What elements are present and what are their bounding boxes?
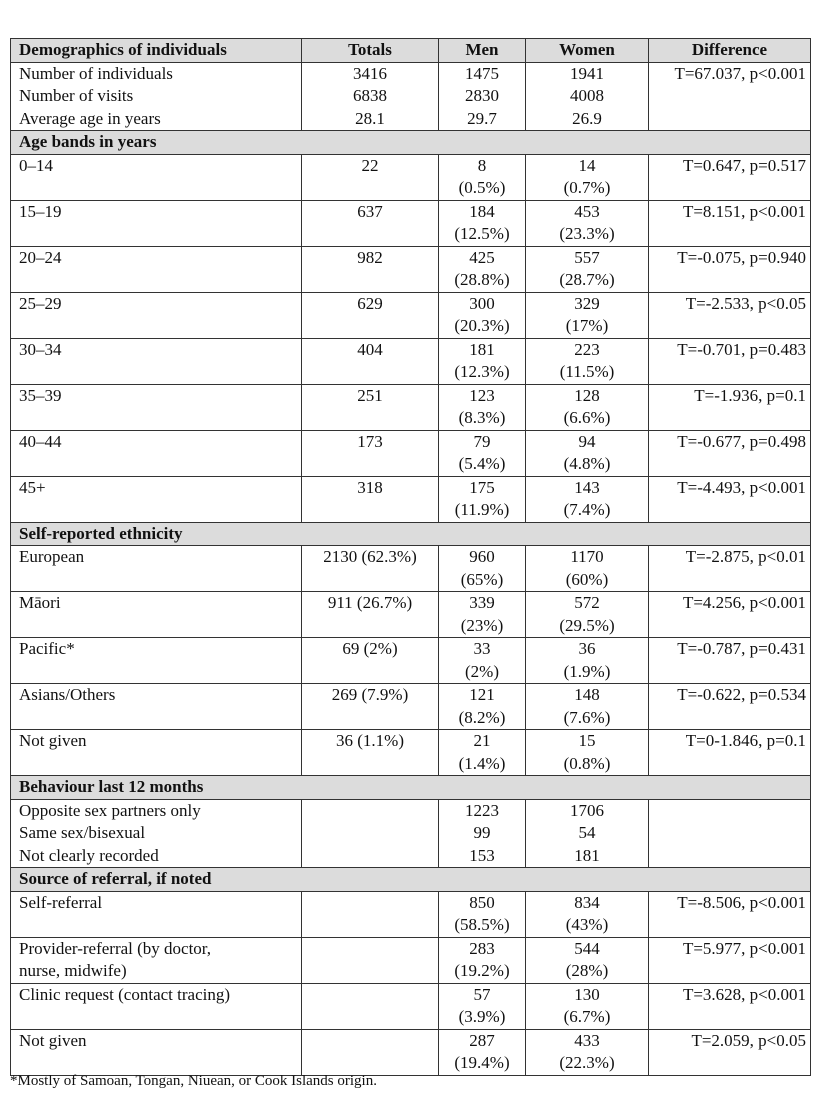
row-women-text-2: (29.5%) <box>559 615 615 635</box>
table-row <box>11 638 811 684</box>
row-difference <box>649 154 811 200</box>
row-difference <box>649 1029 811 1075</box>
row-women <box>526 384 649 430</box>
row-men <box>439 730 526 776</box>
row-men-text-2: (1.4%) <box>458 753 506 773</box>
row-total <box>302 154 439 200</box>
row-women <box>526 154 649 200</box>
row-difference <box>649 430 811 476</box>
row-difference <box>649 983 811 1029</box>
row-difference <box>649 338 811 384</box>
row-difference <box>649 476 811 522</box>
row-women-text-1: 130 <box>574 984 600 1004</box>
row-men <box>439 476 526 522</box>
row-men-text-1: 121 <box>469 685 495 704</box>
row-total <box>302 592 439 638</box>
row-women-text-2: (4.8%) <box>563 454 611 473</box>
row-women-text-1: 544 <box>574 938 600 958</box>
table-row <box>11 476 811 522</box>
table-row <box>11 983 811 1029</box>
row-total <box>302 937 439 983</box>
section-row-behaviour <box>11 776 811 800</box>
row-difference <box>649 845 811 868</box>
row-men <box>439 85 526 108</box>
row-women <box>526 108 649 131</box>
row-men-text-2: (12.3%) <box>454 362 510 381</box>
row-men-text-1: 79 <box>473 431 491 451</box>
row-total <box>302 822 439 845</box>
row-women-text-1: 1170 <box>570 547 604 566</box>
row-total <box>302 1029 439 1075</box>
row-total-text-1: 637 <box>357 201 383 221</box>
row-difference-text-1: T=-0.622, p=0.534 <box>677 685 806 704</box>
table-row <box>11 937 811 983</box>
row-women <box>526 338 649 384</box>
row-total <box>302 246 439 292</box>
row-label <box>11 546 302 592</box>
row-men-text-2: (8.3%) <box>458 408 506 427</box>
section-title-age: Age bands in years <box>11 131 811 155</box>
row-total <box>302 638 439 684</box>
row-label-text-1: Provider-referral (by doctor, <box>19 938 212 958</box>
row-men-text-1: 960 <box>469 547 495 566</box>
row-men-text-2: (0.5%) <box>458 178 506 197</box>
row-men-text-1: 29.7 <box>467 108 497 128</box>
row-men-text-2: (3.9%) <box>458 1007 506 1026</box>
table-row <box>11 85 811 108</box>
row-total-text-1: 2130 (62.3%) <box>323 547 417 566</box>
row-women-text-1: 94 <box>578 431 596 451</box>
row-women-text-2: (6.7%) <box>563 1007 611 1026</box>
row-men-text-1: 339 <box>469 593 495 612</box>
row-label-text-1: Asians/Others <box>19 685 116 704</box>
ethnicity-group <box>11 546 811 776</box>
row-label <box>11 983 302 1029</box>
row-total <box>302 983 439 1029</box>
row-women-text-1: 54 <box>578 823 596 842</box>
row-total <box>302 200 439 246</box>
row-women-text-1: 453 <box>574 201 600 221</box>
row-men-text-1: 1223 <box>465 800 499 820</box>
row-label <box>11 730 302 776</box>
row-women <box>526 730 649 776</box>
row-difference-text-1: T=-2.533, p<0.05 <box>685 293 806 313</box>
row-men-text-1: 8 <box>477 155 487 175</box>
row-difference-text-1: T=-0.701, p=0.483 <box>677 339 806 359</box>
row-women <box>526 246 649 292</box>
table-row <box>11 684 811 730</box>
row-women <box>526 638 649 684</box>
row-men <box>439 108 526 131</box>
row-women-text-1: 329 <box>574 293 600 313</box>
row-men-text-1: 850 <box>469 892 495 912</box>
row-women-text-2: (0.7%) <box>563 178 611 197</box>
row-label-text-1: 30–34 <box>19 339 62 359</box>
row-difference-text-1: T=67.037, p<0.001 <box>674 63 806 83</box>
row-difference <box>649 822 811 845</box>
row-difference <box>649 546 811 592</box>
row-label <box>11 85 302 108</box>
row-men-text-2: (28.8%) <box>454 270 510 289</box>
row-total <box>302 730 439 776</box>
row-label <box>11 384 302 430</box>
row-women-text-2: (22.3%) <box>559 1053 615 1072</box>
row-label-text-1: European <box>19 547 85 566</box>
row-total-text-1: 251 <box>357 385 383 405</box>
row-women-text-2: (1.9%) <box>563 661 611 681</box>
row-total <box>302 684 439 730</box>
header-men: Men <box>439 39 526 63</box>
row-men <box>439 246 526 292</box>
section-title-ethnicity: Self-reported ethnicity <box>11 522 811 546</box>
row-women-text-1: 834 <box>574 892 600 912</box>
row-total-text-1: 36 (1.1%) <box>336 731 404 750</box>
row-men-text-1: 21 <box>473 731 491 750</box>
row-men-text-2: (12.5%) <box>454 224 510 243</box>
row-women-text-1: 572 <box>574 593 600 612</box>
row-label-text-1: Not given <box>19 1030 87 1050</box>
row-total <box>302 891 439 937</box>
row-men <box>439 937 526 983</box>
row-total <box>302 338 439 384</box>
row-women <box>526 292 649 338</box>
row-women-text-2: (17%) <box>565 316 609 335</box>
row-men-text-1: 2830 <box>465 86 499 105</box>
row-men-text-1: 57 <box>473 984 491 1004</box>
row-total-text-1: 69 (2%) <box>342 639 398 658</box>
row-women-text-1: 26.9 <box>572 108 602 128</box>
row-women <box>526 891 649 937</box>
row-label-text-1: 20–24 <box>19 247 62 267</box>
row-women-text-2: (43%) <box>565 915 609 934</box>
row-difference <box>649 62 811 85</box>
row-women-text-2: (23.3%) <box>559 224 615 243</box>
row-label-text-1: 40–44 <box>19 431 62 451</box>
row-women <box>526 200 649 246</box>
row-men-text-2: (23%) <box>460 615 504 635</box>
row-label-text-1: Clinic request (contact tracing) <box>19 984 230 1004</box>
row-label <box>11 154 302 200</box>
row-label <box>11 937 302 983</box>
row-difference <box>649 592 811 638</box>
demographics-table <box>10 38 811 1076</box>
row-women <box>526 85 649 108</box>
table-row <box>11 430 811 476</box>
row-women <box>526 822 649 845</box>
row-women-text-1: 15 <box>578 731 596 750</box>
table-row <box>11 108 811 131</box>
table-row <box>11 292 811 338</box>
row-difference-text-1: T=-0.787, p=0.431 <box>677 639 806 658</box>
row-label <box>11 684 302 730</box>
row-total-text-1: 3416 <box>353 63 387 83</box>
row-label <box>11 108 302 131</box>
row-label-text-1: Opposite sex partners only <box>19 800 201 820</box>
row-total <box>302 85 439 108</box>
row-men-text-2: (58.5%) <box>454 915 510 934</box>
row-men <box>439 154 526 200</box>
row-men <box>439 845 526 868</box>
section-title-behaviour: Behaviour last 12 months <box>11 776 811 800</box>
row-total <box>302 845 439 868</box>
row-women-text-2: (7.4%) <box>563 500 611 519</box>
row-label <box>11 592 302 638</box>
row-women <box>526 684 649 730</box>
row-label-text-2: nurse, midwife) <box>19 961 127 980</box>
row-women-text-1: 433 <box>574 1030 600 1050</box>
row-women <box>526 937 649 983</box>
row-difference-text-1: T=-1.936, p=0.1 <box>694 385 806 405</box>
row-men <box>439 684 526 730</box>
row-women <box>526 799 649 822</box>
table-row <box>11 1029 811 1075</box>
row-total <box>302 430 439 476</box>
row-total <box>302 546 439 592</box>
age-bands-group <box>11 154 811 522</box>
row-women <box>526 983 649 1029</box>
row-men <box>439 546 526 592</box>
row-men-text-1: 181 <box>469 339 495 359</box>
row-total-text-1: 269 (7.9%) <box>331 685 409 704</box>
row-total-text-1: 404 <box>357 339 383 359</box>
row-men <box>439 338 526 384</box>
section-title-referral: Source of referral, if noted <box>11 868 811 892</box>
row-total <box>302 384 439 430</box>
row-difference-text-1: T=3.628, p<0.001 <box>682 984 806 1004</box>
row-difference <box>649 891 811 937</box>
row-difference-text-1: T=0.647, p=0.517 <box>682 155 806 175</box>
table-row <box>11 246 811 292</box>
row-total-text-1: 318 <box>357 477 383 497</box>
row-men-text-2: (5.4%) <box>458 454 506 473</box>
row-women-text-1: 557 <box>574 247 600 267</box>
table-row <box>11 822 811 845</box>
row-women-text-2: (7.6%) <box>563 707 611 727</box>
row-difference <box>649 108 811 131</box>
referral-group <box>11 891 811 1075</box>
row-men <box>439 384 526 430</box>
row-total <box>302 62 439 85</box>
row-total-text-1: 173 <box>357 431 383 451</box>
table-row <box>11 845 811 868</box>
row-label <box>11 638 302 684</box>
row-total <box>302 108 439 131</box>
row-label <box>11 430 302 476</box>
row-men-text-1: 175 <box>469 477 495 497</box>
row-women <box>526 476 649 522</box>
table-row <box>11 200 811 246</box>
row-label <box>11 62 302 85</box>
row-women <box>526 546 649 592</box>
row-men-text-1: 1475 <box>465 63 499 83</box>
row-men <box>439 983 526 1029</box>
row-label <box>11 799 302 822</box>
row-label-text-1: 45+ <box>19 477 46 497</box>
row-difference <box>649 246 811 292</box>
row-men-text-2: (65%) <box>460 569 504 589</box>
section-row-age <box>11 131 811 155</box>
row-total <box>302 799 439 822</box>
row-men-text-1: 300 <box>469 293 495 313</box>
row-difference-text-1: T=-8.506, p<0.001 <box>677 892 806 912</box>
row-men-text-1: 425 <box>469 247 495 267</box>
row-label <box>11 1029 302 1075</box>
row-women-text-2: (6.6%) <box>563 408 611 427</box>
row-women <box>526 592 649 638</box>
row-women-text-1: 181 <box>574 845 600 865</box>
row-men-text-1: 33 <box>473 639 491 658</box>
row-difference-text-1: T=5.977, p<0.001 <box>682 938 806 958</box>
row-difference-text-1: T=4.256, p<0.001 <box>682 593 806 612</box>
table-row <box>11 799 811 822</box>
demographics-summary-group <box>11 62 811 131</box>
row-men <box>439 430 526 476</box>
row-men-text-2: (2%) <box>465 661 499 681</box>
row-men-text-2: (11.9%) <box>454 500 510 519</box>
row-men <box>439 62 526 85</box>
row-label <box>11 292 302 338</box>
row-difference <box>649 292 811 338</box>
row-label <box>11 338 302 384</box>
row-label <box>11 845 302 868</box>
row-women-text-1: 4008 <box>570 86 604 105</box>
behaviour-group <box>11 799 811 868</box>
row-men <box>439 1029 526 1075</box>
row-difference-text-1: T=-0.075, p=0.940 <box>677 247 806 267</box>
row-women-text-1: 148 <box>574 685 600 704</box>
row-women <box>526 1029 649 1075</box>
row-label-text-1: Māori <box>19 593 61 612</box>
row-women <box>526 62 649 85</box>
row-difference <box>649 730 811 776</box>
header-women: Women <box>526 39 649 63</box>
row-label <box>11 246 302 292</box>
row-total-text-1: 28.1 <box>355 108 385 128</box>
row-difference-text-1: T=-0.677, p=0.498 <box>677 431 806 451</box>
table-row <box>11 730 811 776</box>
table-header-row <box>11 39 811 63</box>
row-women-text-1: 223 <box>574 339 600 359</box>
row-label <box>11 891 302 937</box>
row-men <box>439 200 526 246</box>
table-row <box>11 62 811 85</box>
row-difference <box>649 638 811 684</box>
demographics-table-container <box>10 38 810 1076</box>
row-label-text-1: 25–29 <box>19 293 62 313</box>
row-difference-text-1: T=8.151, p<0.001 <box>682 201 806 221</box>
row-men <box>439 891 526 937</box>
row-men-text-1: 123 <box>469 385 495 405</box>
row-label-text-1: Number of visits <box>19 86 134 105</box>
table-row <box>11 384 811 430</box>
row-women-text-1: 1941 <box>570 63 604 83</box>
header-demographics: Demographics of individuals <box>11 39 302 63</box>
row-women-text-2: (0.8%) <box>563 753 611 773</box>
row-total-text-1: 6838 <box>353 86 387 105</box>
table-footnote: *Mostly of Samoan, Tongan, Niuean, or Cook Islands origin. <box>10 1073 377 1089</box>
row-women-text-1: 143 <box>574 477 600 497</box>
row-total <box>302 476 439 522</box>
row-difference-text-1: T=2.059, p<0.05 <box>691 1030 806 1050</box>
row-difference-text-1: T=-2.875, p<0.01 <box>685 547 806 566</box>
row-men-text-2: (8.2%) <box>458 707 506 727</box>
row-women-text-1: 128 <box>574 385 600 405</box>
row-difference-text-1: T=0-1.846, p=0.1 <box>685 731 806 750</box>
header-totals: Totals <box>302 39 439 63</box>
table-row <box>11 154 811 200</box>
row-men-text-1: 99 <box>473 823 491 842</box>
row-label-text-1: Number of individuals <box>19 63 173 83</box>
row-label-text-1: 35–39 <box>19 385 62 405</box>
row-women-text-1: 36 <box>578 639 596 658</box>
row-men-text-2: (20.3%) <box>454 316 510 335</box>
row-men <box>439 799 526 822</box>
section-row-ethnicity <box>11 522 811 546</box>
header-difference: Difference <box>649 39 811 63</box>
row-difference <box>649 384 811 430</box>
table-row <box>11 338 811 384</box>
row-total-text-1: 629 <box>357 293 383 313</box>
table-row <box>11 891 811 937</box>
row-label-text-1: Self-referral <box>19 892 103 912</box>
row-women <box>526 845 649 868</box>
row-total-text-1: 911 (26.7%) <box>327 593 413 612</box>
row-label-text-1: Not clearly recorded <box>19 845 159 865</box>
row-total-text-1: 22 <box>361 155 379 175</box>
row-label-text-1: Not given <box>19 731 87 750</box>
row-men <box>439 822 526 845</box>
row-difference-text-1: T=-4.493, p<0.001 <box>677 477 806 497</box>
row-difference <box>649 200 811 246</box>
row-label-text-1: 15–19 <box>19 201 62 221</box>
row-difference <box>649 85 811 108</box>
row-label-text-1: Same sex/bisexual <box>19 823 146 842</box>
row-difference <box>649 937 811 983</box>
table-row <box>11 592 811 638</box>
row-total-text-1: 982 <box>357 247 383 267</box>
row-women-text-2: (11.5%) <box>559 362 615 381</box>
row-men-text-1: 184 <box>469 201 495 221</box>
row-men-text-1: 287 <box>469 1030 495 1050</box>
row-difference <box>649 799 811 822</box>
row-label <box>11 822 302 845</box>
row-men-text-1: 283 <box>469 938 495 958</box>
row-men <box>439 638 526 684</box>
row-women-text-1: 14 <box>578 155 596 175</box>
table-row <box>11 546 811 592</box>
row-women-text-2: (28.7%) <box>559 270 615 289</box>
row-women-text-1: 1706 <box>570 800 604 820</box>
row-men <box>439 292 526 338</box>
row-men <box>439 592 526 638</box>
row-men-text-2: (19.4%) <box>454 1053 510 1072</box>
row-women-text-2: (60%) <box>565 569 609 589</box>
row-label <box>11 200 302 246</box>
row-men-text-2: (19.2%) <box>454 961 510 980</box>
row-men-text-1: 153 <box>469 845 495 865</box>
row-label <box>11 476 302 522</box>
section-row-referral <box>11 868 811 892</box>
row-label-text-1: Average age in years <box>19 108 161 128</box>
row-difference <box>649 684 811 730</box>
row-women <box>526 430 649 476</box>
row-label-text-1: 0–14 <box>19 155 53 175</box>
row-women-text-2: (28%) <box>565 961 609 980</box>
row-total <box>302 292 439 338</box>
row-label-text-1: Pacific* <box>19 639 75 658</box>
